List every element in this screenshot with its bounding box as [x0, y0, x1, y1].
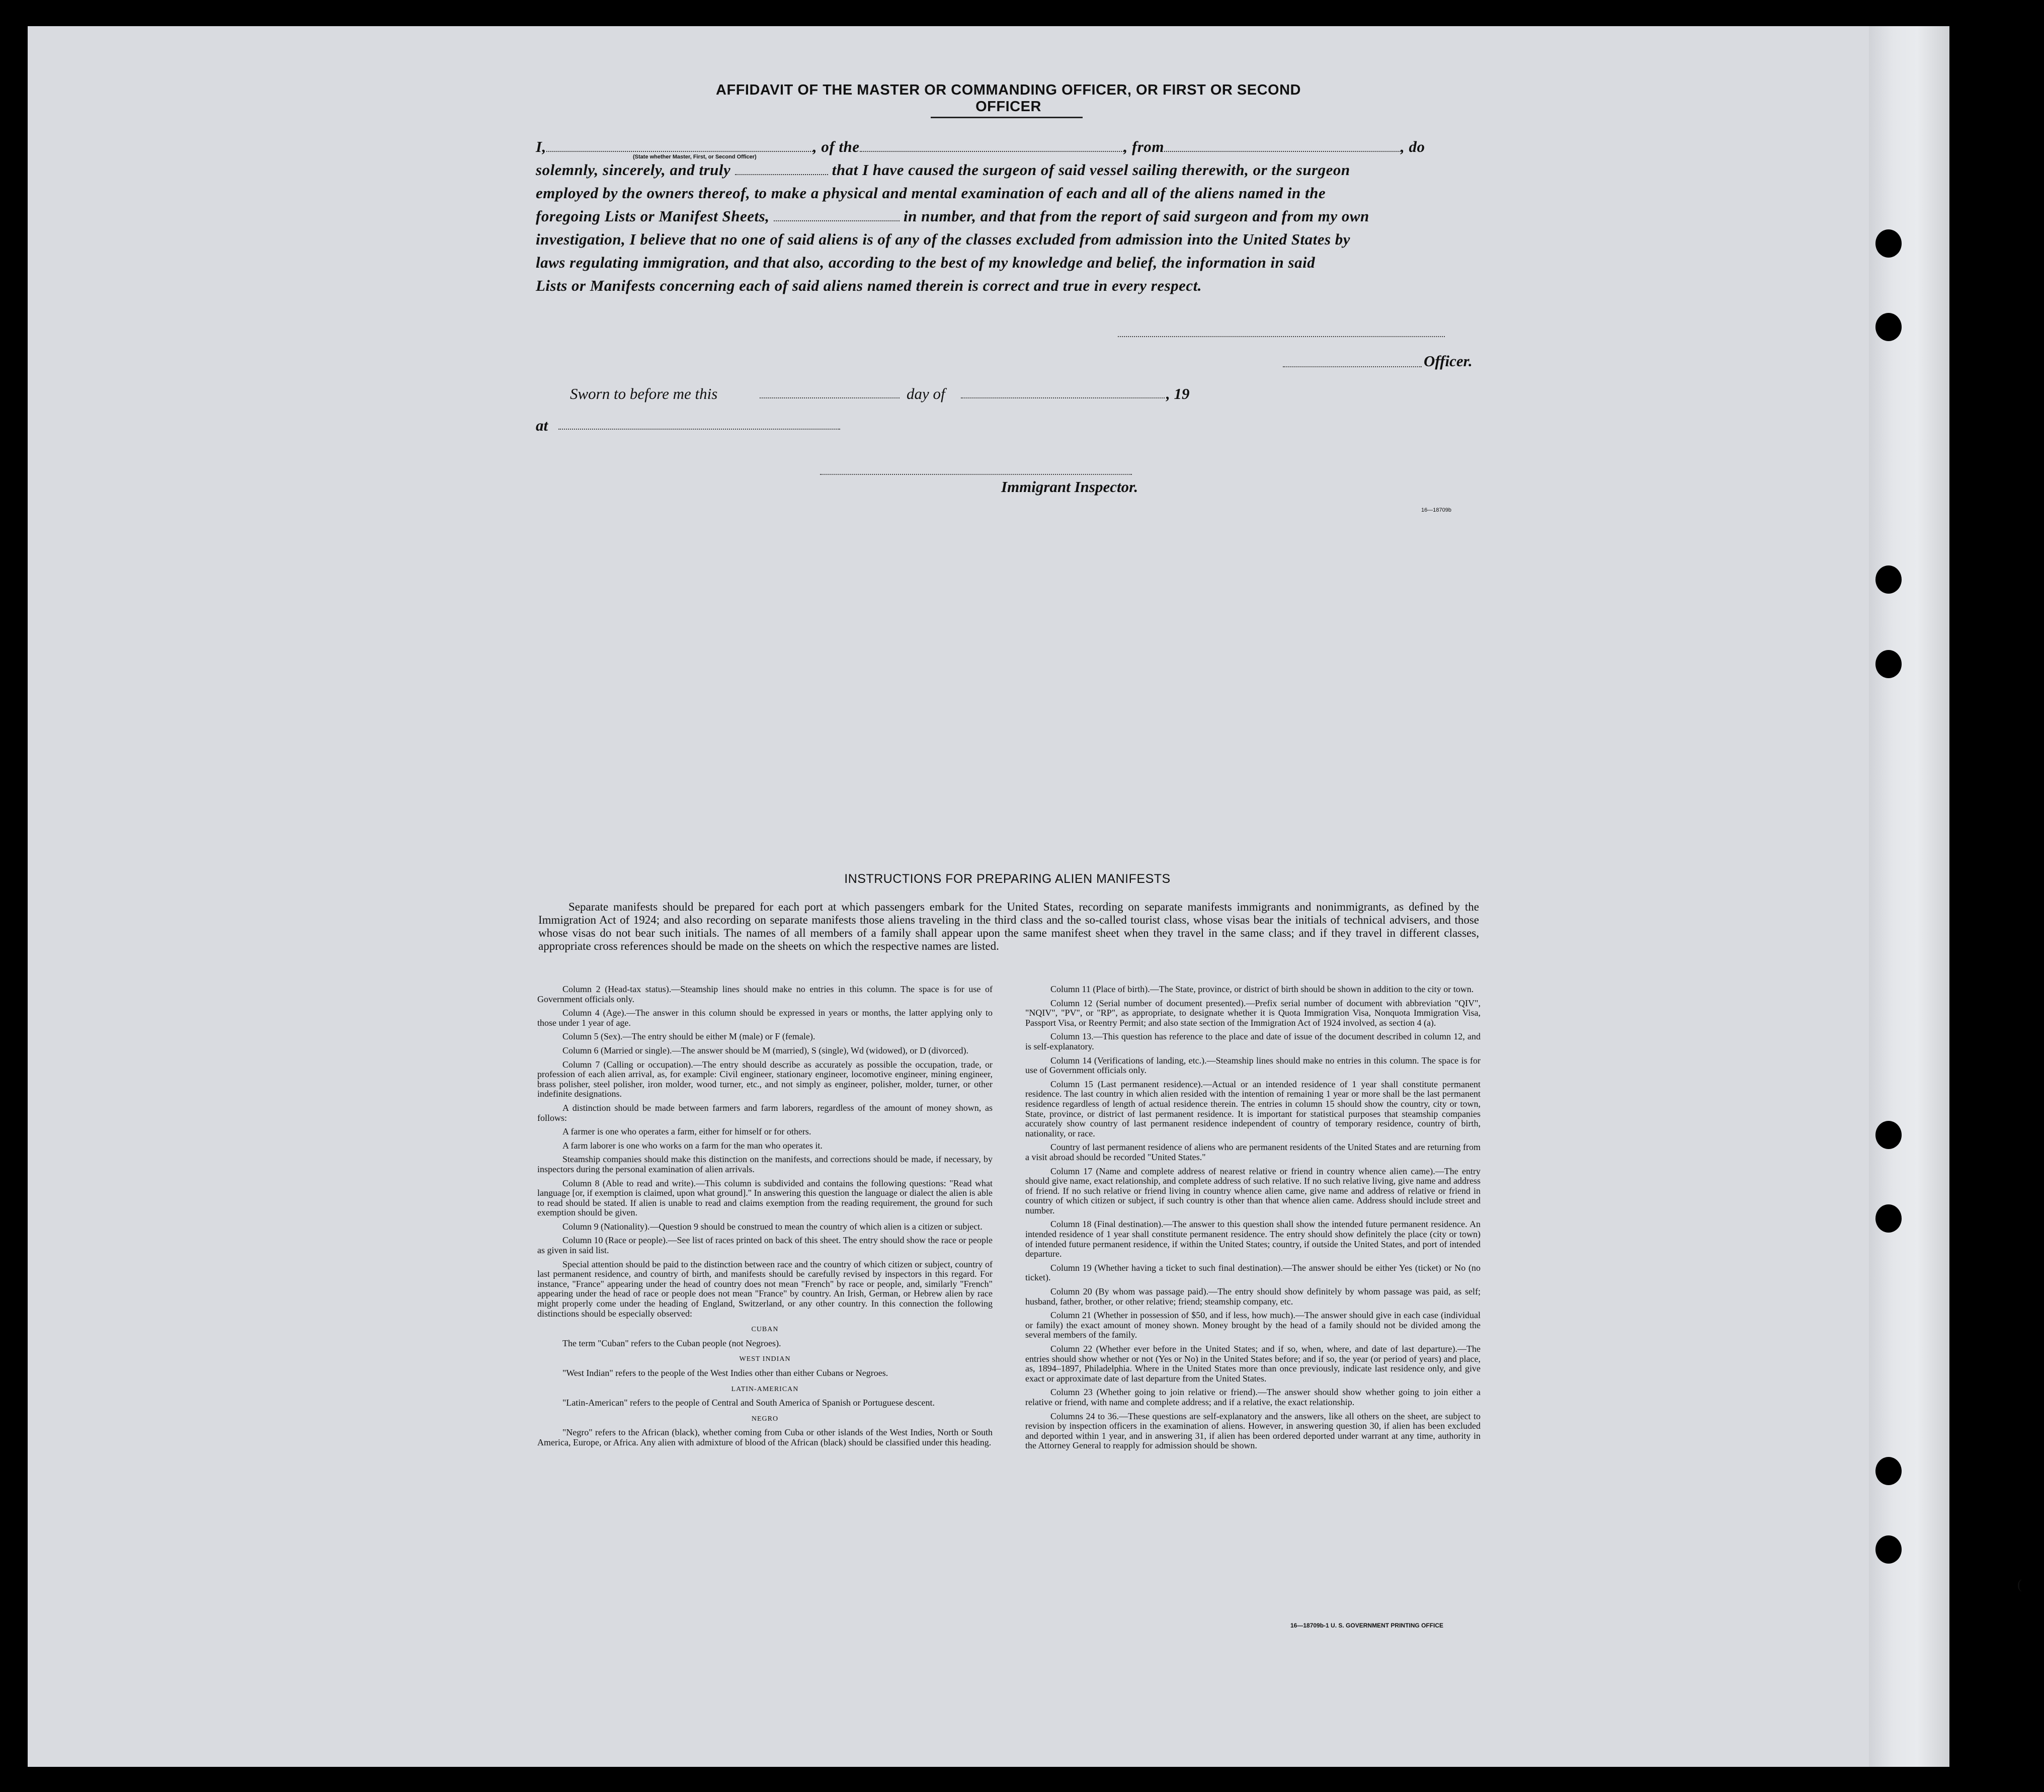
instruction-paragraph: Column 14 (Verifications of landing, etc.).—Steamship lines should make no entries in this column. The space is for use of Government officials only.: [1025, 1055, 1481, 1076]
instructions-intro: Separate manifests should be prepared for each port at which passengers embark for the United States, recording on separate manifests immigrants and nonimmigrants, as defined by the Immigration Act of 1924; and also recording on separate manifests those aliens traveling in the third class and the so-called tourist class, whose visas bear the initials of technical advisers, and those whose visas do not bear such initials. The names of all members of a family shall appear upon the same manifest sheet when they travel in the same class; and if they travel in different classes, appropriate cross references should be made on the sheets on which the respective names are listed.: [538, 901, 1479, 952]
place-blank[interactable]: [558, 429, 840, 430]
instruction-paragraph: Column 9 (Nationality).—Question 9 should be construed to mean the country of which alien is a citizen or subject.: [562, 1221, 983, 1232]
day-of-label: day of: [907, 385, 945, 402]
instruction-paragraph: Column 19 (Whether having a ticket to such final destination).—The answer should be either Yes (ticket) or No (no ticket).: [1025, 1262, 1481, 1283]
binder-hole: [1875, 565, 1902, 594]
at-label: at: [536, 417, 548, 434]
signature-line[interactable]: [1118, 336, 1445, 337]
instruction-paragraph: Special attention should be paid to the distinction between race and the country of which citizen or subject, country of last permanent residence, and country of birth, and manifests should be carefully revised by inspectors in this regard. For instance, "France" appearing under the head of country does not mean "French" by race or people, and, similarly "French" appearing under the head of race or people does not mean "France" by country. An Irish, German, or Hebrew alien by race might properly come under the heading of England, Switzerland, or any other country. In this connection the following distinctions should be especially observed:: [537, 1259, 993, 1319]
affidavit-line-1: I, , of the , from , do: [536, 138, 1425, 155]
binder-hole: [1875, 1204, 1902, 1233]
officer-label: Officer.: [1424, 352, 1473, 370]
instruction-paragraph: Column 12 (Serial number of document presented).—Prefix serial number of document with abbreviation "QIV", "NQIV", "PV", or "RP", as appropriate, to designate whether it is Quota Immigration Visa, Nonquota Immigration Visa, Passport Visa, or Reentry Permit; and also state section of the Immigration Act of 1924 involved, as section 4 (a).: [1025, 998, 1481, 1028]
binder-hole: [1875, 313, 1902, 341]
form-number: 16—18709b: [1421, 507, 1451, 513]
instruction-paragraph: Column 2 (Head-tax status).—Steamship lines should make no entries in this column. The space is for use of Government officials only.: [537, 984, 993, 1004]
instruction-paragraph: Column 21 (Whether in possession of $50, and if less, how much).—The answer should give in each case (individual or family) the exact amount of money shown. Money brought by the head of a family should not be divided among the several members of the family.: [1025, 1310, 1481, 1340]
instruction-paragraph: Column 5 (Sex).—The entry should be either M (male) or F (female).: [562, 1031, 815, 1042]
instruction-paragraph: A farm laborer is one who works on a farm for the man who operates it.: [562, 1140, 823, 1151]
vessel-name-blank[interactable]: [860, 148, 1124, 152]
instruction-paragraph: Column 17 (Name and complete address of nearest relative or friend in country whence alien came).—The entry should give name, exact relationship, and complete address of such relative. If no such relative living, give name and address of friend. If no such relative or friend living in country whence alien came, give name and address of relative or friend in country of which citizen or subject, if such country is other than that whence alien came. Address should include street and number.: [1025, 1166, 1481, 1215]
instruction-paragraph: A distinction should be made between farmers and farm laborers, regardless of the amount of money shown, as follows:: [537, 1102, 993, 1123]
binder-hole: [1875, 650, 1902, 678]
port-blank[interactable]: [1164, 148, 1401, 152]
rank-note: (State whether Master, First, or Second Officer): [633, 154, 757, 160]
instruction-paragraph: Column 18 (Final destination).—The answer to this question shall show the intended future permanent residence. An intended residence of 1 year shall constitute permanent residence. The entry should show definitely the place (city or town) of intended future permanent residence, if within the United States; country, if outside the United States, and port of intended departure.: [1025, 1219, 1481, 1259]
section-heading-cuban: CUBAN: [751, 1326, 779, 1334]
instruction-paragraph: Column 11 (Place of birth).—The State, province, or district of birth should be shown in addition to the city or town.: [1050, 984, 1474, 994]
instructions-right-column: [1025, 985, 1481, 1455]
affidavit-title: AFFIDAVIT OF THE MASTER OR COMMANDING OFFICER, OR FIRST OR SECOND OFFICER: [716, 82, 1301, 115]
instruction-paragraph: Column 13.—This question has reference to the place and date of issue of the document described in column 12, and is self-explanatory.: [1025, 1031, 1481, 1051]
instruction-paragraph: Column 8 (Able to read and write).—This column is subdivided and contains the following questions: "Read what language [or, if exemption is claimed, upon what ground]." In answering this question the language or dialect the alien is able to read should be stated. If alien is unable to read and claims exemption from the reading requirement, the ground for such exemption should be given.: [537, 1178, 993, 1218]
instruction-paragraph: Column 6 (Married or single).—The answer should be M (married), S (single), Wd (widowed), or D (divorced).: [562, 1045, 968, 1055]
margin-mark: (: [2017, 1577, 2022, 1592]
sworn-month-blank[interactable]: [961, 397, 1165, 398]
section-heading-latin-american: LATIN-AMERICAN: [731, 1385, 799, 1393]
officer-signature-line[interactable]: [1283, 366, 1422, 367]
year-label: , 19: [1166, 385, 1190, 402]
section-heading-negro: NEGRO: [751, 1415, 779, 1423]
printing-imprint: 16—18709b-1 U. S. GOVERNMENT PRINTING OFFICE: [1290, 1622, 1444, 1629]
binder-hole: [1875, 1535, 1902, 1564]
affidavit-line-6: laws regulating immigration, and that also, according to the best of my knowledge and belief, the information in said: [536, 254, 1316, 271]
title-rule: [931, 117, 1083, 118]
instruction-paragraph: "Negro" refers to the African (black), whether coming from Cuba or other islands of the West Indies, North or South America, Europe, or Africa. Any alien with admixture of blood of the African (black) should be classified under this heading.: [537, 1427, 993, 1447]
affidavit-line-5: investigation, I believe that no one of said aliens is of any of the classes excluded from admission into the United States by: [536, 230, 1351, 248]
instruction-paragraph: A farmer is one who operates a farm, either for himself or for others.: [562, 1126, 811, 1137]
affidavit-line-3: employed by the owners thereof, to make a physical and mental examination of each and all of the aliens named in the: [536, 184, 1326, 202]
sworn-label: Sworn to before me this: [570, 385, 718, 402]
instructions-left-column: [537, 985, 993, 1452]
sworn-day-blank[interactable]: [760, 397, 900, 398]
instruction-paragraph: Column 22 (Whether ever before in the United States; and if so, when, where, and date of last departure).—The entries should show whether or not (Yes or No) in the United States before; and if so, the year (or period of years) and place, as, 1894–1897, Philadelphia. Where in the United States more than once previously, indicate last residence only, and give exact or approximate date of last departure from the United States.: [1025, 1344, 1481, 1383]
instruction-paragraph: Column 20 (By whom was passage paid).—The entry should show definitely by whom passage was paid, as self; husband, father, brother, or other relative; friend; steamship company, etc.: [1025, 1286, 1481, 1307]
instruction-paragraph: Column 4 (Age).—The answer in this column should be expressed in years or months, the latter applying only to those under 1 year of age.: [537, 1008, 993, 1028]
affidavit-line-7: Lists or Manifests concerning each of said aliens named therein is correct and true in every respect.: [536, 277, 1202, 294]
binder-hole: [1875, 1121, 1902, 1149]
instruction-paragraph: Column 15 (Last permanent residence).—Actual or an intended residence of 1 year shall constitute permanent residence. The last country in which alien resided with the intention of remaining 1 year or more shall be the last permanent residence regardless of length of actual residence therein. The entries in column 15 should show the country, city or town, State, province, or district of last permanent residence. It is important for statistical purposes that steamship companies accurately show country of last permanent residence independent of country of temporary residence, country of birth, nationality, or race.: [1025, 1079, 1481, 1138]
section-heading-west-indian: WEST INDIAN: [739, 1355, 791, 1363]
binder-hole: [1875, 1457, 1902, 1485]
binder-hole: [1875, 229, 1902, 258]
inspector-label: Immigrant Inspector.: [1001, 478, 1138, 496]
affidavit-line-2: solemnly, sincerely, and truly that I have caused the surgeon of said vessel sailing therewith, or the surgeon: [536, 161, 1350, 179]
instruction-paragraph: Column 7 (Calling or occupation).—The entry should describe as accurately as possible the occupation, trade, or profession of each alien arrival, as, for example: Civil engineer, stationary engineer, locomotive engineer, mining engineer, brass polisher, steel polisher, iron molder, wood turner, etc., and not simply as engineer, polisher, molder, turner, or other indefinite designations.: [537, 1059, 993, 1099]
affidavit-line-4: foregoing Lists or Manifest Sheets, in number, and that from the report of said surgeon and from my own: [536, 207, 1369, 225]
instructions-title: INSTRUCTIONS FOR PREPARING ALIEN MANIFESTS: [844, 872, 1171, 886]
oath-blank[interactable]: [735, 171, 828, 175]
instruction-paragraph: Column 10 (Race or people).—See list of races printed on back of this sheet. The entry should show the race or people as given in said list.: [537, 1235, 993, 1256]
instruction-paragraph: Columns 24 to 36.—These questions are self-explanatory and the answers, like all others on the sheet, are subject to revision by inspection officers in the examination of aliens. However, in answering question 30, if alien has been excluded and deported within 1 year, and in answering 31, if alien has been ordered deported under warrant at any time, authority in the Attorney General to reapply for admission should be shown.: [1025, 1411, 1481, 1451]
inspector-signature-line[interactable]: [820, 474, 1132, 475]
instruction-paragraph: "West Indian" refers to the people of the West Indies other than either Cubans or Negroes.: [562, 1368, 888, 1378]
instruction-paragraph: Steamship companies should make this distinction on the manifests, and corrections should be made, if necessary, by inspectors during the personal examination of alien arrivals.: [537, 1154, 993, 1174]
sheet-count-blank[interactable]: [774, 217, 900, 221]
officer-rank-blank[interactable]: [546, 148, 813, 152]
instruction-paragraph: The term "Cuban" refers to the Cuban people (not Negroes).: [562, 1338, 781, 1348]
instruction-paragraph: Column 23 (Whether going to join relative or friend).—The answer should show whether going to join either a relative or friend, with name and complete address; and if a relative, the exact relationship.: [1025, 1387, 1481, 1407]
page-edge: [1869, 26, 1949, 1767]
instruction-paragraph: "Latin-American" refers to the people of Central and South America of Spanish or Portuguese descent.: [562, 1398, 935, 1408]
instruction-paragraph: Country of last permanent residence of aliens who are permanent residents of the United States and are returning from a visit abroad should be recorded "United States.": [1025, 1142, 1481, 1162]
